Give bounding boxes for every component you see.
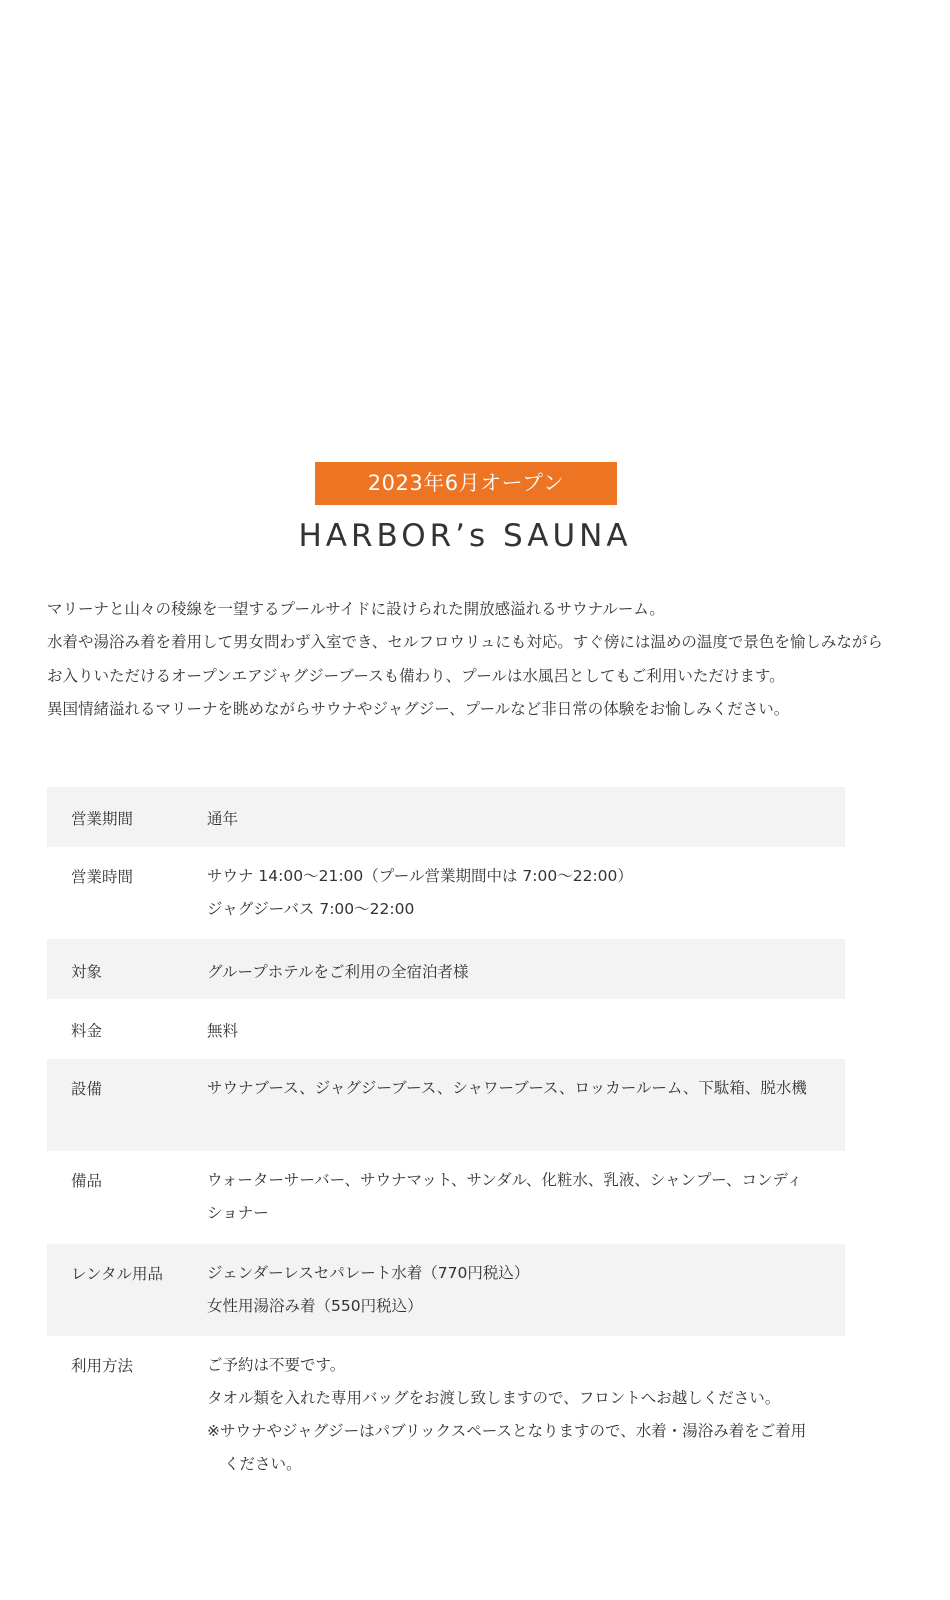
intro-paragraph: マリーナと山々の稜線を一望するプールサイドに設けられた開放感溢れるサウナルーム。 <box>47 600 665 618</box>
info-value: サウナ 14:00～21:00（プール営業期間中は 7:00～22:00） ジャグジーバス 7:00～22:00 <box>207 867 633 918</box>
info-label: 対象 <box>71 963 103 981</box>
info-label: 利用方法 <box>71 1357 134 1375</box>
info-row-usage <box>47 1336 845 1516</box>
info-table <box>47 787 845 1516</box>
intro-paragraph: 水着や湯浴み着を着用して男女問わず入室でき、セルフロウリュにも対応。すぐ傍には温めの温度で景色を愉しみながらお入りいただけるオープンエアジャグジーブースも備わり、プールは水風呂としてもご利用いただけます。 <box>47 633 883 685</box>
info-label: 営業時間 <box>71 868 134 886</box>
intro-paragraph: 異国情緒溢れるマリーナを眺めながらサウナやジャグジー、プールなど非日常の体験をお愉しみください。 <box>47 700 790 719</box>
intro-text <box>47 593 887 727</box>
info-row-fee <box>47 999 845 1059</box>
info-value: グループホテルをご利用の全宿泊者様 <box>207 963 469 981</box>
info-value: 無料 <box>207 1022 239 1040</box>
info-row-target <box>47 939 845 999</box>
usage-note: ※サウナやジャグジーはパブリックスペースとなりますので、水着・湯浴み着をご着用ください。 <box>207 1422 807 1473</box>
info-row-facilities <box>47 1059 845 1151</box>
info-value: サウナブース、ジャグジーブース、シャワーブース、ロッカールーム、下駄箱、脱水機 <box>207 1079 807 1097</box>
info-row-amenities <box>47 1151 845 1244</box>
info-value: ウォーターサーバー、サウナマット、サンダル、化粧水、乳液、シャンプー、コンディショナー <box>207 1171 803 1222</box>
info-row-rental <box>47 1244 845 1336</box>
hero-image-area <box>0 0 950 415</box>
info-label: 料金 <box>71 1022 103 1040</box>
info-value: ご予約は不要です。 タオル類を入れた専用バッグをお渡し致しますので、フロントへお越しください。 ※サウナやジャグジーはパブリックスペースとなりますので、水着・湯浴み着をご着用ください。 <box>207 1349 845 1481</box>
info-label: 備品 <box>71 1172 103 1190</box>
info-value: ジェンダーレスセパレート水着（770円税込） 女性用湯浴み着（550円税込） <box>207 1264 530 1315</box>
page-title: HARBOR’s SAUNA <box>298 518 632 554</box>
opening-badge: 2023年6月オープン <box>315 462 617 505</box>
info-row-hours <box>47 847 845 939</box>
info-value: 通年 <box>207 810 239 828</box>
info-label: 営業期間 <box>71 810 134 828</box>
info-label: 設備 <box>71 1080 103 1098</box>
info-label: レンタル用品 <box>71 1265 163 1283</box>
info-row-period <box>47 787 845 847</box>
